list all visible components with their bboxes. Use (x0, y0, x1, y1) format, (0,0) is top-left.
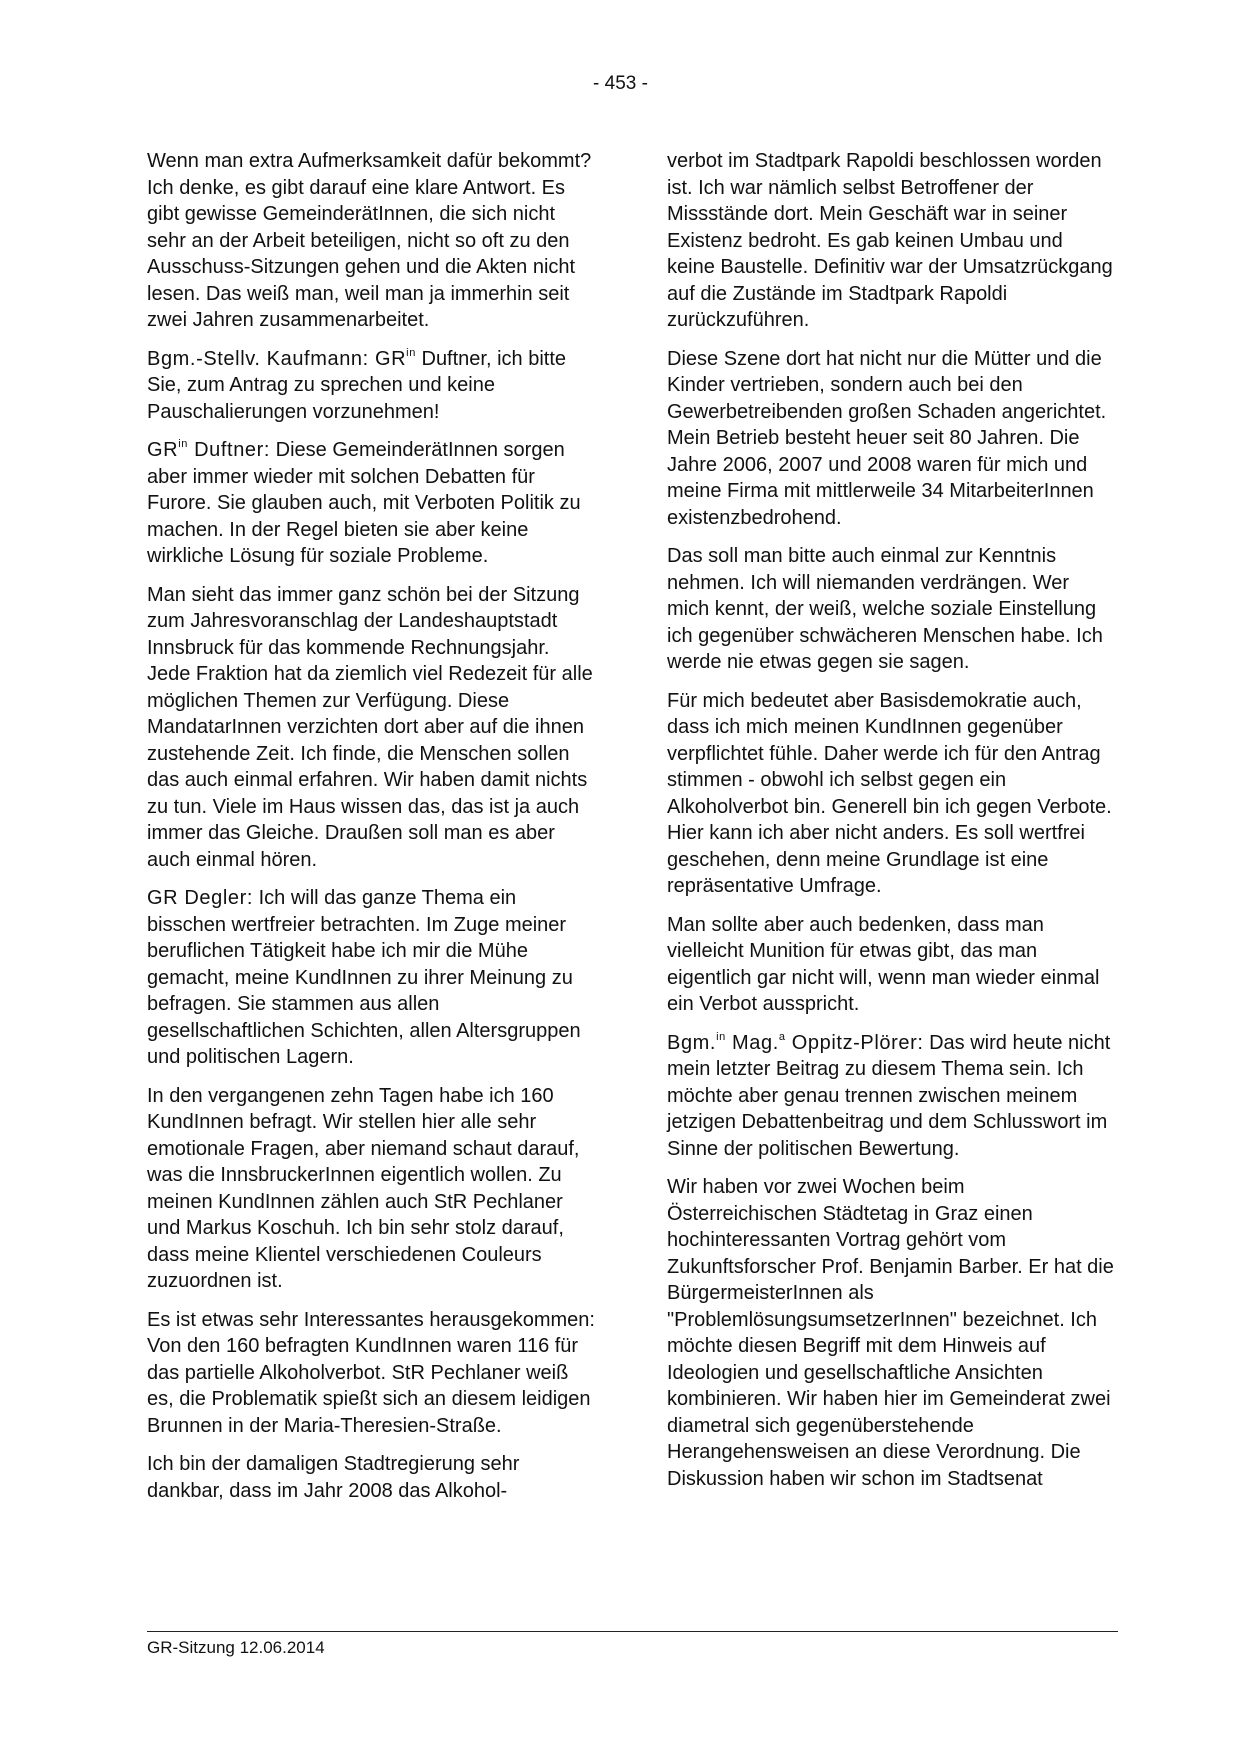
speaker-label: Bgm.$^{in}$ Mag.$^a$ Oppitz-Plörer: (667, 1030, 924, 1054)
paragraph: Man sollte aber auch bedenken, dass man vielleicht Munition für etwas gibt, das man eigentlich gar nicht will, wenn man wieder einmal ein Verbot ausspricht. (667, 913, 1100, 1015)
paragraph: Für mich bedeutet aber Basisdemokratie auch, dass ich mich meinen KundInnen gegenüber verpflichtet fühle. Daher werde ich für den Antrag stimmen - obwohl ich selbst gegen ein Alkoholverbot bin. Generell bin ich gegen Verbote. Hier kann ich aber nicht anders. Es soll wertfrei geschehen, denn meine Grundlage ist eine repräsentative Umfrage. (667, 689, 1112, 897)
speaker-paragraph: Bgm.-Stellv. Kaufmann: $GR^{in}$ Duftner, ich bitte Sie, zum Antrag zu sprechen und keine Pauschalierungen vorzunehmen! (147, 346, 567, 423)
page-number: - 453 - (593, 73, 648, 94)
paragraph: verbot im Stadtpark Rapoldi beschlossen worden ist. Ich war nämlich selbst Betroffener der Missstände dort. Mein Geschäft war in seiner Existenz bedroht. Es gab keinen Umbau und keine Baustelle. Definitiv war der Umsatzrückgang auf die Zustände im Stadtpark Rapoldi zurückzuführen. (667, 150, 1113, 331)
footer-session-date: GR-Sitzung 12.06.2014 (147, 1638, 325, 1657)
speaker-paragraph: $GR^{in}$ Duftner: Diese GemeinderätInnen sorgen aber immer wieder mit solchen Debatten für Furore. Sie glauben auch, mit Verboten Politik zu machen. In der Regel bieten sie aber keine wirkliche Lösung für soziale Probleme. (147, 438, 581, 567)
right-column (667, 148, 1115, 1504)
paragraph: Wenn man extra Aufmerksamkeit dafür bekommt? Ich denke, es gibt darauf eine klare Antwort. Es gibt gewisse GemeinderätInnen, die sich nicht sehr an der Arbeit beteiligen, nicht so oft zu den Ausschuss-Sitzungen gehen und die Akten nicht lesen. Das weiß man, weil man ja immerhin seit zwei Jahren zusammenarbeitet. (147, 150, 592, 331)
speaker-paragraph: GR Degler: Ich will das ganze Thema ein bisschen wertfreier betrachten. Im Zuge meiner beruflichen Tätigkeit habe ich mir die Mühe gemacht, meine KundInnen zu ihrer Meinung zu befragen. Sie stammen aus allen gesellschaftlichen Schichten, allen Altersgruppen und politischen Lagern. (147, 887, 581, 1068)
paragraph: Diese Szene dort hat nicht nur die Mütter und die Kinder vertrieben, sondern auch bei den Gewerbetreibenden großen Schaden angerichtet. Mein Betrieb besteht heuer seit 80 Jahren. Die Jahre 2006, 2007 und 2008 waren für mich und meine Firma mit mittlerweile 34 MitarbeiterInnen existenzbedrohend. (667, 347, 1107, 529)
footer-divider (147, 1631, 1118, 1632)
paragraph: Ich bin der damaligen Stadtregierung sehr dankbar, dass im Jahr 2008 das Alkohol- (147, 1453, 520, 1502)
speaker-label: $GR^{in}$ Duftner: (147, 438, 271, 461)
paragraph: Wir haben vor zwei Wochen beim Österreichischen Städtetag in Graz einen hochinteressanten Vortrag gehört vom Zukunftsforscher Prof. Benjamin Barber. Er hat die BürgermeisterInnen als "ProblemlösungsumsetzerInnen" bezeichnet. Ich möchte diesen Begriff mit dem Hinweis auf Ideologien und gesellschaftliche Ansichten kombinieren. Wir haben hier im Gemeinderat zwei diametral sich gegenüberstehende Herangehensweisen an diese Verordnung. Die Diskussion haben wir schon im Stadtsenat (667, 1176, 1114, 1490)
paragraph: Man sieht das immer ganz schön bei der Sitzung zum Jahresvoranschlag der Landeshauptstadt Innsbruck für das kommende Rechnungsjahr. Jede Fraktion hat da ziemlich viel Redezeit für alle möglichen Themen zur Verfügung. Diese MandatarInnen verzichten dort aber auf die ihnen zustehende Zeit. Ich finde, die Menschen sollen das auch einmal erfahren. Wir haben damit nichts zu tun. Viele im Haus wissen das, das ist ja auch immer das Gleiche. Draußen soll man es aber auch einmal hören. (147, 583, 593, 871)
speaker-label: GR Degler: (147, 887, 254, 909)
speaker-label: Bgm.-Stellv. Kaufmann: $GR^{in}$ (147, 346, 416, 370)
left-column (147, 148, 595, 1516)
paragraph: In den vergangenen zehn Tagen habe ich 160 KundInnen befragt. Wir stellen hier alle sehr emotionale Fragen, aber niemand schaut darauf, was die InnsbruckerInnen eigentlich wollen. Zu meinen KundInnen zählen auch StR Pechlaner und Markus Koschuh. Ich bin sehr stolz darauf, dass meine Klientel verschiedenen Couleurs zuzuordnen ist. (147, 1084, 580, 1292)
paragraph: Es ist etwas sehr Interessantes herausgekommen: Von den 160 befragten KundInnen waren 116 für das partielle Alkoholverbot. StR Pechlaner weiß es, die Problematik spießt sich an diesem leidigen Brunnen in der Maria-Theresien-Straße. (147, 1308, 595, 1437)
paragraph: Das soll man bitte auch einmal zur Kenntnis nehmen. Ich will niemanden verdrängen. Wer mich kennt, der weiß, welche soziale Einstellung ich gegenüber schwächeren Menschen habe. Ich werde nie etwas gegen sie sagen. (667, 545, 1103, 673)
speaker-paragraph: Bgm.$^{in}$ Mag.$^a$ Oppitz-Plörer: Das wird heute nicht mein letzter Beitrag zu diesem Thema sein. Ich möchte aber genau trennen zwischen meinem jetzigen Debattenbeitrag und dem Schlusswort im Sinne der politischen Bewertung. (667, 1030, 1111, 1160)
